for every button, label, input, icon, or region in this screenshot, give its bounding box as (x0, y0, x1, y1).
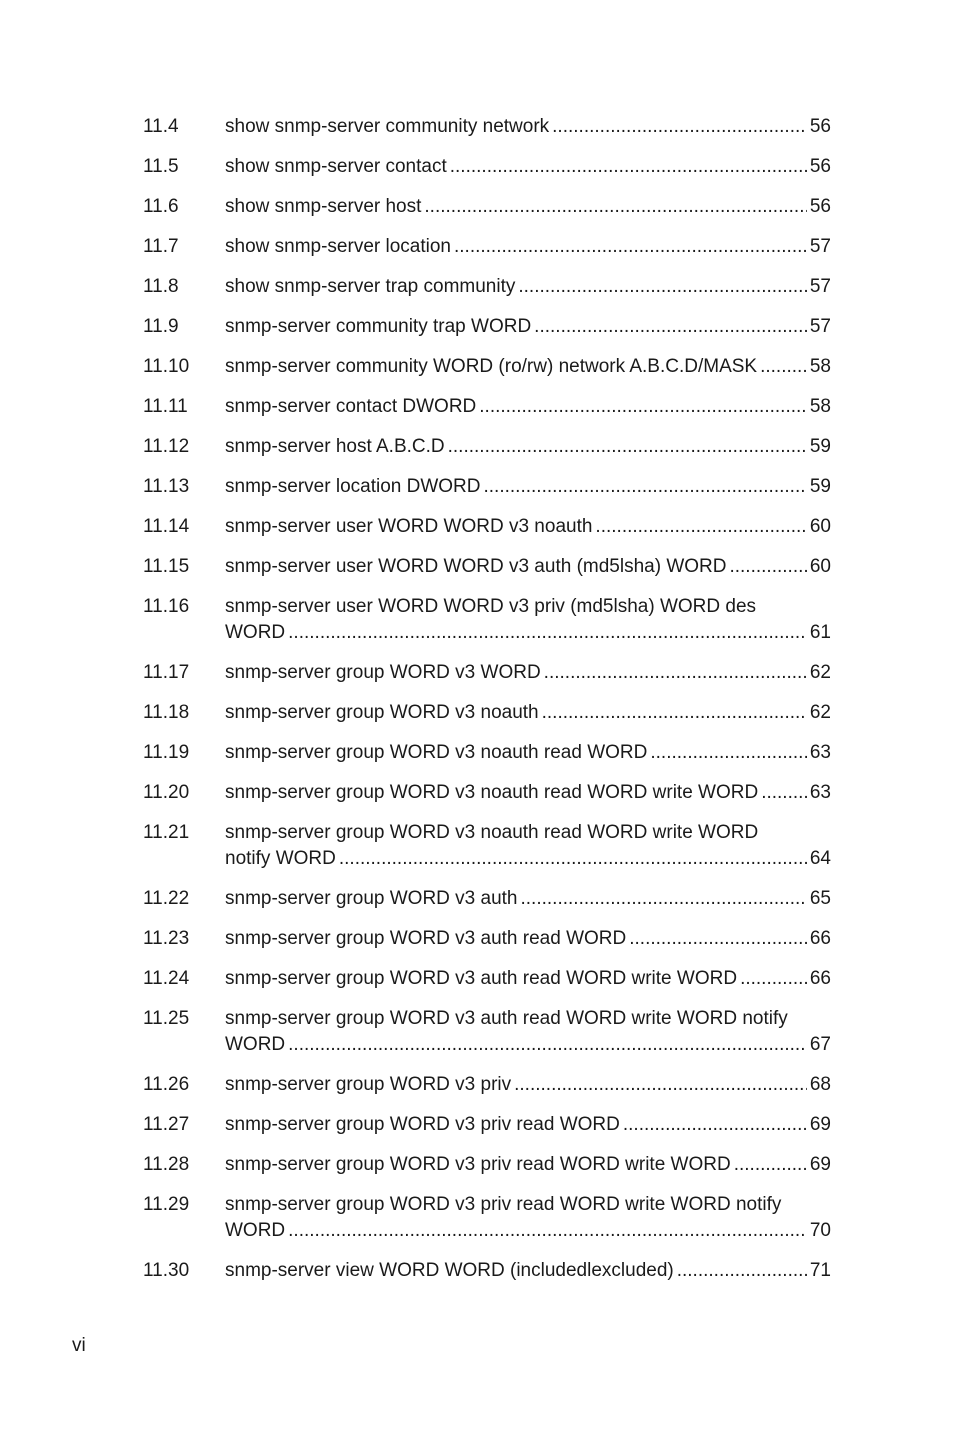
toc-entry-title: notify WORD (225, 848, 336, 869)
toc-entry-title: snmp-server location DWORD (225, 476, 481, 497)
toc-entry-body (225, 1006, 831, 1058)
toc-entry-number: 11.20 (143, 782, 190, 803)
toc-entry[interactable] (143, 354, 831, 380)
toc-entry[interactable] (143, 1152, 831, 1178)
toc-entry-page: 66 (809, 928, 831, 949)
toc-entry-line (225, 846, 831, 872)
toc-entry-body (225, 474, 831, 500)
toc-entry-line (225, 274, 831, 300)
toc-entry-page: 62 (809, 702, 831, 723)
toc-entry-title: WORD (225, 1034, 286, 1055)
toc-entry[interactable] (143, 886, 831, 912)
toc-entry-body (225, 234, 831, 260)
toc-entry-title: snmp-server group WORD v3 auth (225, 888, 518, 909)
toc-entry-page: 63 (809, 782, 831, 803)
toc-entry-title: snmp-server group WORD v3 auth read WORD (225, 928, 627, 949)
dot-leader (424, 194, 806, 220)
toc-entry-title: WORD (225, 622, 286, 643)
toc-entry-number: 11.7 (143, 236, 179, 257)
toc-entry-page: 66 (809, 968, 831, 989)
toc-entry-title: show snmp-server location (225, 236, 451, 257)
dot-leader (521, 886, 807, 912)
toc-entry-title: snmp-server community WORD (ro/rw) network A.B.C.D/MASK (225, 356, 758, 377)
toc-entry-body (225, 394, 831, 420)
toc-entry[interactable] (143, 740, 831, 766)
toc-entry-number: 11.14 (143, 516, 190, 537)
toc-entry-title: snmp-server group WORD v3 noauth read WORD write WORD (225, 782, 759, 803)
toc-entry-title: snmp-server group WORD v3 WORD (225, 662, 541, 683)
toc-entry-title: snmp-server group WORD v3 noauth (225, 702, 539, 723)
toc-entry-page: 65 (809, 888, 831, 909)
dot-leader (518, 274, 806, 300)
toc-entry-page: 63 (809, 742, 831, 763)
toc-entry-page: 70 (809, 1220, 831, 1241)
toc-entry[interactable] (143, 700, 831, 726)
toc-entry[interactable] (143, 314, 831, 340)
toc-entry-title: snmp-server view WORD WORD (includedlexcluded) (225, 1260, 674, 1281)
toc-entry-body (225, 740, 831, 766)
toc-entry-number: 11.29 (143, 1194, 190, 1215)
toc-entry-title: snmp-server group WORD v3 auth read WORD write WORD (225, 968, 738, 989)
toc-entry-title: snmp-server group WORD v3 noauth read WORD (225, 742, 648, 763)
toc-entry-number: 11.27 (143, 1114, 190, 1135)
toc-entry-number: 11.16 (143, 596, 190, 617)
toc-entry[interactable] (143, 194, 831, 220)
toc-entry-title: snmp-server group WORD v3 priv read WORD (225, 1114, 620, 1135)
toc-entry-title: show snmp-server contact (225, 156, 447, 177)
toc-entry-body (225, 274, 831, 300)
toc-entry-page: 58 (809, 396, 831, 417)
toc-entry[interactable] (143, 1112, 831, 1138)
dot-leader (534, 314, 807, 340)
toc-entry-page: 57 (809, 276, 831, 297)
table-of-contents (143, 114, 831, 1298)
dot-leader (629, 926, 807, 952)
dot-leader (760, 354, 807, 380)
toc-entry-number: 11.10 (143, 356, 190, 377)
toc-entry-line (225, 1072, 831, 1098)
toc-entry[interactable] (143, 514, 831, 540)
toc-entry-line (225, 740, 831, 766)
dot-leader (650, 740, 806, 766)
toc-entry-page: 59 (809, 476, 831, 497)
toc-entry-number: 11.4 (143, 116, 179, 137)
toc-entry-body (225, 700, 831, 726)
toc-entry-page: 62 (809, 662, 831, 683)
toc-entry-body (225, 354, 831, 380)
toc-entry-title: snmp-server contact DWORD (225, 396, 477, 417)
dot-leader (740, 966, 807, 992)
dot-leader (448, 434, 807, 460)
toc-entry-number: 11.15 (143, 556, 190, 577)
toc-entry-number: 11.26 (143, 1074, 190, 1095)
dot-leader (339, 846, 807, 872)
toc-entry-number: 11.24 (143, 968, 190, 989)
dot-leader (677, 1258, 807, 1284)
toc-entry-page: 57 (809, 236, 831, 257)
toc-entry-body (225, 1152, 831, 1178)
toc-entry-page: 56 (809, 116, 831, 137)
toc-entry-title: show snmp-server community network (225, 116, 550, 137)
toc-entry-line (225, 1152, 831, 1178)
toc-entry-title: snmp-server user WORD WORD v3 auth (md5lsha) WORD (225, 556, 727, 577)
toc-entry-page: 59 (809, 436, 831, 457)
toc-entry-number: 11.21 (143, 822, 190, 843)
toc-entry-page: 67 (809, 1034, 831, 1055)
toc-entry-line (225, 1032, 831, 1058)
toc-entry[interactable] (143, 234, 831, 260)
toc-entry-line (225, 514, 831, 540)
toc-entry[interactable] (143, 820, 831, 872)
toc-entry-line (225, 1258, 831, 1284)
toc-entry[interactable] (143, 474, 831, 500)
dot-leader (729, 554, 806, 580)
toc-entry-title-first-line: snmp-server user WORD WORD v3 priv (md5lsha) WORD des (225, 596, 757, 617)
toc-entry-line (225, 474, 831, 500)
toc-entry-body (225, 594, 831, 646)
toc-entry-number: 11.23 (143, 928, 190, 949)
toc-entry-body (225, 966, 831, 992)
toc-entry-title-first-line: snmp-server group WORD v3 noauth read WORD write WORD (225, 822, 759, 843)
dot-leader (288, 1032, 807, 1058)
toc-entry-body (225, 1192, 831, 1244)
toc-entry-body (225, 114, 831, 140)
toc-entry[interactable] (143, 274, 831, 300)
toc-entry-number: 11.28 (143, 1154, 190, 1175)
toc-entry[interactable] (143, 594, 831, 646)
dot-leader (552, 114, 807, 140)
toc-entry-number: 11.12 (143, 436, 190, 457)
toc-entry-body (225, 154, 831, 180)
toc-entry-page: 61 (809, 622, 831, 643)
dot-leader (542, 700, 807, 726)
toc-entry[interactable] (143, 154, 831, 180)
toc-entry-title: snmp-server community trap WORD (225, 316, 532, 337)
toc-entry-line (225, 354, 831, 380)
toc-entry-number: 11.13 (143, 476, 190, 497)
toc-entry-page: 60 (809, 516, 831, 537)
toc-entry-title: snmp-server group WORD v3 priv (225, 1074, 512, 1095)
toc-entry-line (225, 1218, 831, 1244)
toc-entry-line (225, 234, 831, 260)
toc-entry-number: 11.11 (143, 396, 188, 417)
toc-entry-body (225, 434, 831, 460)
toc-entry-page: 56 (809, 156, 831, 177)
toc-entry-number: 11.17 (143, 662, 190, 683)
toc-entry-number: 11.19 (143, 742, 190, 763)
toc-entry-page: 69 (809, 1154, 831, 1175)
dot-leader (595, 514, 806, 540)
toc-entry-line (225, 886, 831, 912)
dot-leader (484, 474, 807, 500)
toc-entry-page: 56 (809, 196, 831, 217)
toc-entry-number: 11.8 (143, 276, 179, 297)
toc-entry-title: WORD (225, 1220, 286, 1241)
toc-entry-line (225, 780, 831, 806)
toc-entry[interactable] (143, 1258, 831, 1284)
dot-leader (454, 234, 807, 260)
toc-entry-number: 11.5 (143, 156, 179, 177)
toc-entry-body (225, 820, 831, 872)
toc-entry-line (225, 926, 831, 952)
dot-leader (288, 620, 807, 646)
toc-entry[interactable] (143, 660, 831, 686)
dot-leader (734, 1152, 807, 1178)
toc-entry-body (225, 886, 831, 912)
toc-entry-number: 11.9 (143, 316, 179, 337)
dot-leader (761, 780, 807, 806)
toc-entry-page: 69 (809, 1114, 831, 1135)
toc-entry-title: snmp-server user WORD WORD v3 noauth (225, 516, 593, 537)
dot-leader (623, 1112, 807, 1138)
toc-entry-number: 11.25 (143, 1008, 190, 1029)
toc-entry-title: snmp-server host A.B.C.D (225, 436, 445, 457)
toc-entry-number: 11.22 (143, 888, 190, 909)
toc-entry-body (225, 554, 831, 580)
toc-entry-line (225, 114, 831, 140)
toc-entry-line (225, 154, 831, 180)
toc-entry-body (225, 194, 831, 220)
toc-entry-body (225, 1072, 831, 1098)
dot-leader (514, 1072, 807, 1098)
toc-entry[interactable] (143, 434, 831, 460)
toc-entry-line (225, 394, 831, 420)
dot-leader (288, 1218, 807, 1244)
toc-entry-page: 71 (809, 1260, 831, 1281)
toc-entry-line (225, 434, 831, 460)
toc-entry-title: snmp-server group WORD v3 priv read WORD write WORD (225, 1154, 731, 1175)
toc-entry-page: 60 (809, 556, 831, 577)
toc-entry[interactable] (143, 926, 831, 952)
toc-entry[interactable] (143, 394, 831, 420)
toc-entry-title-first-line: snmp-server group WORD v3 auth read WORD write WORD notify (225, 1008, 788, 1029)
toc-entry-number: 11.18 (143, 702, 190, 723)
toc-entry[interactable] (143, 554, 831, 580)
toc-entry-line (225, 194, 831, 220)
toc-entry-line (225, 660, 831, 686)
dot-leader (479, 394, 807, 420)
toc-entry-body (225, 314, 831, 340)
toc-entry-line (225, 966, 831, 992)
toc-entry-title: show snmp-server trap community (225, 276, 516, 297)
toc-entry-page: 57 (809, 316, 831, 337)
toc-entry[interactable] (143, 780, 831, 806)
toc-entry-number: 11.6 (143, 196, 179, 217)
toc-entry[interactable] (143, 114, 831, 140)
toc-entry-body (225, 1258, 831, 1284)
toc-entry-body (225, 660, 831, 686)
toc-entry-body (225, 1112, 831, 1138)
toc-entry-title: show snmp-server host (225, 196, 422, 217)
toc-entry-page: 68 (809, 1074, 831, 1095)
toc-entry-title-first-line: snmp-server group WORD v3 priv read WORD write WORD notify (225, 1194, 782, 1215)
toc-entry-body (225, 514, 831, 540)
toc-entry-line (225, 1112, 831, 1138)
toc-entry-number: 11.30 (143, 1260, 190, 1281)
page-folio: vi (72, 1335, 86, 1356)
toc-entry[interactable] (143, 966, 831, 992)
toc-entry-body (225, 780, 831, 806)
toc-entry-line (225, 700, 831, 726)
toc-entry-page: 64 (809, 848, 831, 869)
toc-entry[interactable] (143, 1072, 831, 1098)
toc-entry-line (225, 314, 831, 340)
toc-entry-line (225, 554, 831, 580)
dot-leader (450, 154, 807, 180)
toc-entry[interactable] (143, 1192, 831, 1244)
toc-entry-body (225, 926, 831, 952)
toc-entry-page: 58 (809, 356, 831, 377)
dot-leader (544, 660, 807, 686)
toc-entry-line (225, 620, 831, 646)
toc-entry[interactable] (143, 1006, 831, 1058)
